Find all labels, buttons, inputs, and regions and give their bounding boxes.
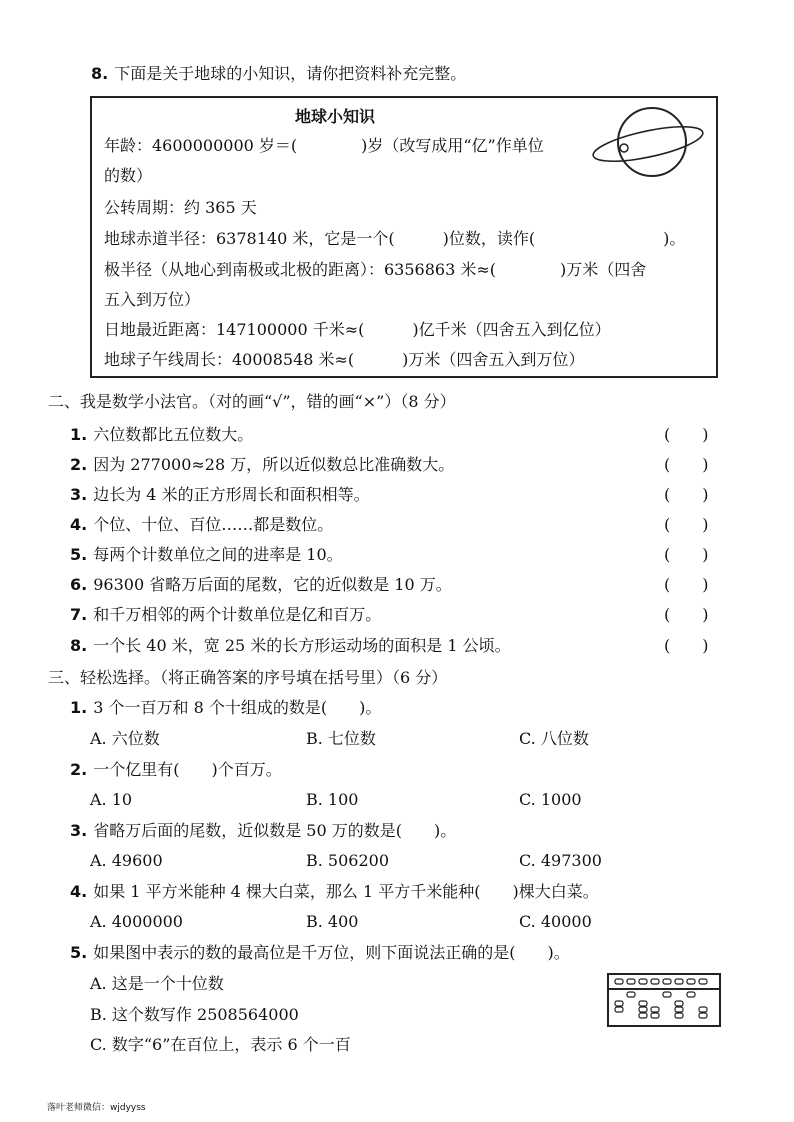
- choice-question: [70, 882, 599, 902]
- judge-item: [70, 455, 454, 475]
- item-text: 一个长 40 米，宽 25 米的长方形运动场的面积是 1 公顷。: [93, 636, 511, 655]
- item-text: 六位数都比五位数大。: [93, 425, 254, 444]
- option-a[interactable]: A. 六位数: [90, 729, 160, 748]
- answer-paren[interactable]: ( ): [664, 425, 709, 444]
- judge-item: [70, 636, 511, 656]
- option-b[interactable]: B. 400: [306, 912, 359, 931]
- polar-line-1: 极半径（从地心到南极或北极的距离）：6356863 米≈( )万米（四舍: [104, 260, 647, 279]
- answer-paren[interactable]: ( ): [664, 515, 709, 534]
- choice-question: [70, 698, 381, 718]
- option-a[interactable]: A. 4000000: [90, 912, 183, 931]
- judge-item: [70, 425, 253, 445]
- answer-paren[interactable]: ( ): [664, 545, 709, 564]
- abacus-icon: [607, 973, 721, 1027]
- item-number: 6.: [70, 575, 88, 594]
- question-text: 下面是关于地球的小知识，请你把资料补充完整。: [114, 64, 467, 83]
- question-number: 5.: [70, 943, 88, 962]
- item-number: 1.: [70, 425, 88, 444]
- option-c[interactable]: C. 40000: [519, 912, 592, 931]
- q8-prompt-line: [91, 64, 466, 84]
- question-text: 如果图中表示的数的最高位是千万位，则下面说法正确的是( )。: [93, 943, 570, 962]
- judge-item: [70, 485, 370, 505]
- choice-question: [70, 760, 282, 780]
- question-number: 1.: [70, 698, 88, 717]
- option-c[interactable]: C. 数字“6”在百位上，表示 6 个一百: [90, 1035, 351, 1054]
- question-text: 省略万后面的尾数，近似数是 50 万的数是( )。: [93, 821, 457, 840]
- option-a[interactable]: A. 这是一个十位数: [90, 974, 224, 993]
- item-text: 和千万相邻的两个计数单位是亿和百万。: [93, 605, 382, 624]
- radius-line: 地球赤道半径：6378140 米，它是一个( )位数，读作( )。: [104, 229, 686, 248]
- judge-item: [70, 515, 333, 535]
- question-number: 8.: [91, 64, 109, 83]
- item-text: 每两个计数单位之间的进率是 10。: [93, 545, 343, 564]
- option-b[interactable]: B. 这个数写作 2508564000: [90, 1005, 299, 1024]
- judge-item: [70, 605, 381, 625]
- judge-item: [70, 575, 452, 595]
- section2-title: 二、我是数学小法官。（对的画“√”，错的画“×”）（8 分）: [48, 392, 456, 411]
- item-number: 2.: [70, 455, 88, 474]
- question-number: 4.: [70, 882, 88, 901]
- age-line-2: 的数）: [104, 166, 153, 185]
- question-text: 3 个一百万和 8 个十组成的数是( )。: [93, 698, 382, 717]
- polar-line-2: 五入到万位）: [104, 290, 201, 309]
- answer-paren[interactable]: ( ): [664, 636, 709, 655]
- option-b[interactable]: B. 100: [306, 790, 359, 809]
- item-number: 8.: [70, 636, 88, 655]
- item-text: 96300 省略万后面的尾数，它的近似数是 10 万。: [93, 575, 452, 594]
- option-b[interactable]: B. 七位数: [306, 729, 376, 748]
- judge-item: [70, 545, 343, 565]
- orbit-line: 公转周期：约 365 天: [104, 198, 257, 217]
- option-c[interactable]: C. 八位数: [519, 729, 589, 748]
- item-text: 因为 277000≈28 万，所以近似数总比准确数大。: [93, 455, 455, 474]
- question-text: 一个亿里有( )个百万。: [93, 760, 282, 779]
- planet-icon: [590, 102, 708, 180]
- option-b[interactable]: B. 506200: [306, 851, 390, 870]
- item-text: 个位、十位、百位……都是数位。: [93, 515, 334, 534]
- question-number: 3.: [70, 821, 88, 840]
- question-number: 2.: [70, 760, 88, 779]
- footer-note: 落叶老师微信：wjdyyss: [47, 1103, 146, 1113]
- question-text: 如果 1 平方米能种 4 棵大白菜，那么 1 平方千米能种( )棵大白菜。: [93, 882, 599, 901]
- item-text: 边长为 4 米的正方形周长和面积相等。: [93, 485, 370, 504]
- age-line-1: 年龄：4600000000 岁＝( )岁（改写成用“亿”作单位: [104, 136, 544, 155]
- answer-paren[interactable]: ( ): [664, 605, 709, 624]
- section3-title: 三、轻松选择。（将正确答案的序号填在括号里）（6 分）: [48, 668, 448, 687]
- item-number: 7.: [70, 605, 88, 624]
- item-number: 3.: [70, 485, 88, 504]
- option-c[interactable]: C. 1000: [519, 790, 582, 809]
- option-c[interactable]: C. 497300: [519, 851, 602, 870]
- choice-question: [70, 821, 456, 841]
- item-number: 4.: [70, 515, 88, 534]
- meridian-line: 地球子午线周长：40008548 米≈( )万米（四舍五入到万位）: [104, 350, 585, 369]
- option-a[interactable]: A. 10: [90, 790, 133, 809]
- box-title: 地球小知识: [295, 107, 376, 126]
- option-a[interactable]: A. 49600: [90, 851, 163, 870]
- choice-question: [70, 943, 570, 963]
- item-number: 5.: [70, 545, 88, 564]
- distance-line: 日地最近距离：147100000 千米≈( )亿千米（四舍五入到亿位）: [104, 320, 611, 339]
- answer-paren[interactable]: ( ): [664, 455, 709, 474]
- answer-paren[interactable]: ( ): [664, 575, 709, 594]
- answer-paren[interactable]: ( ): [664, 485, 709, 504]
